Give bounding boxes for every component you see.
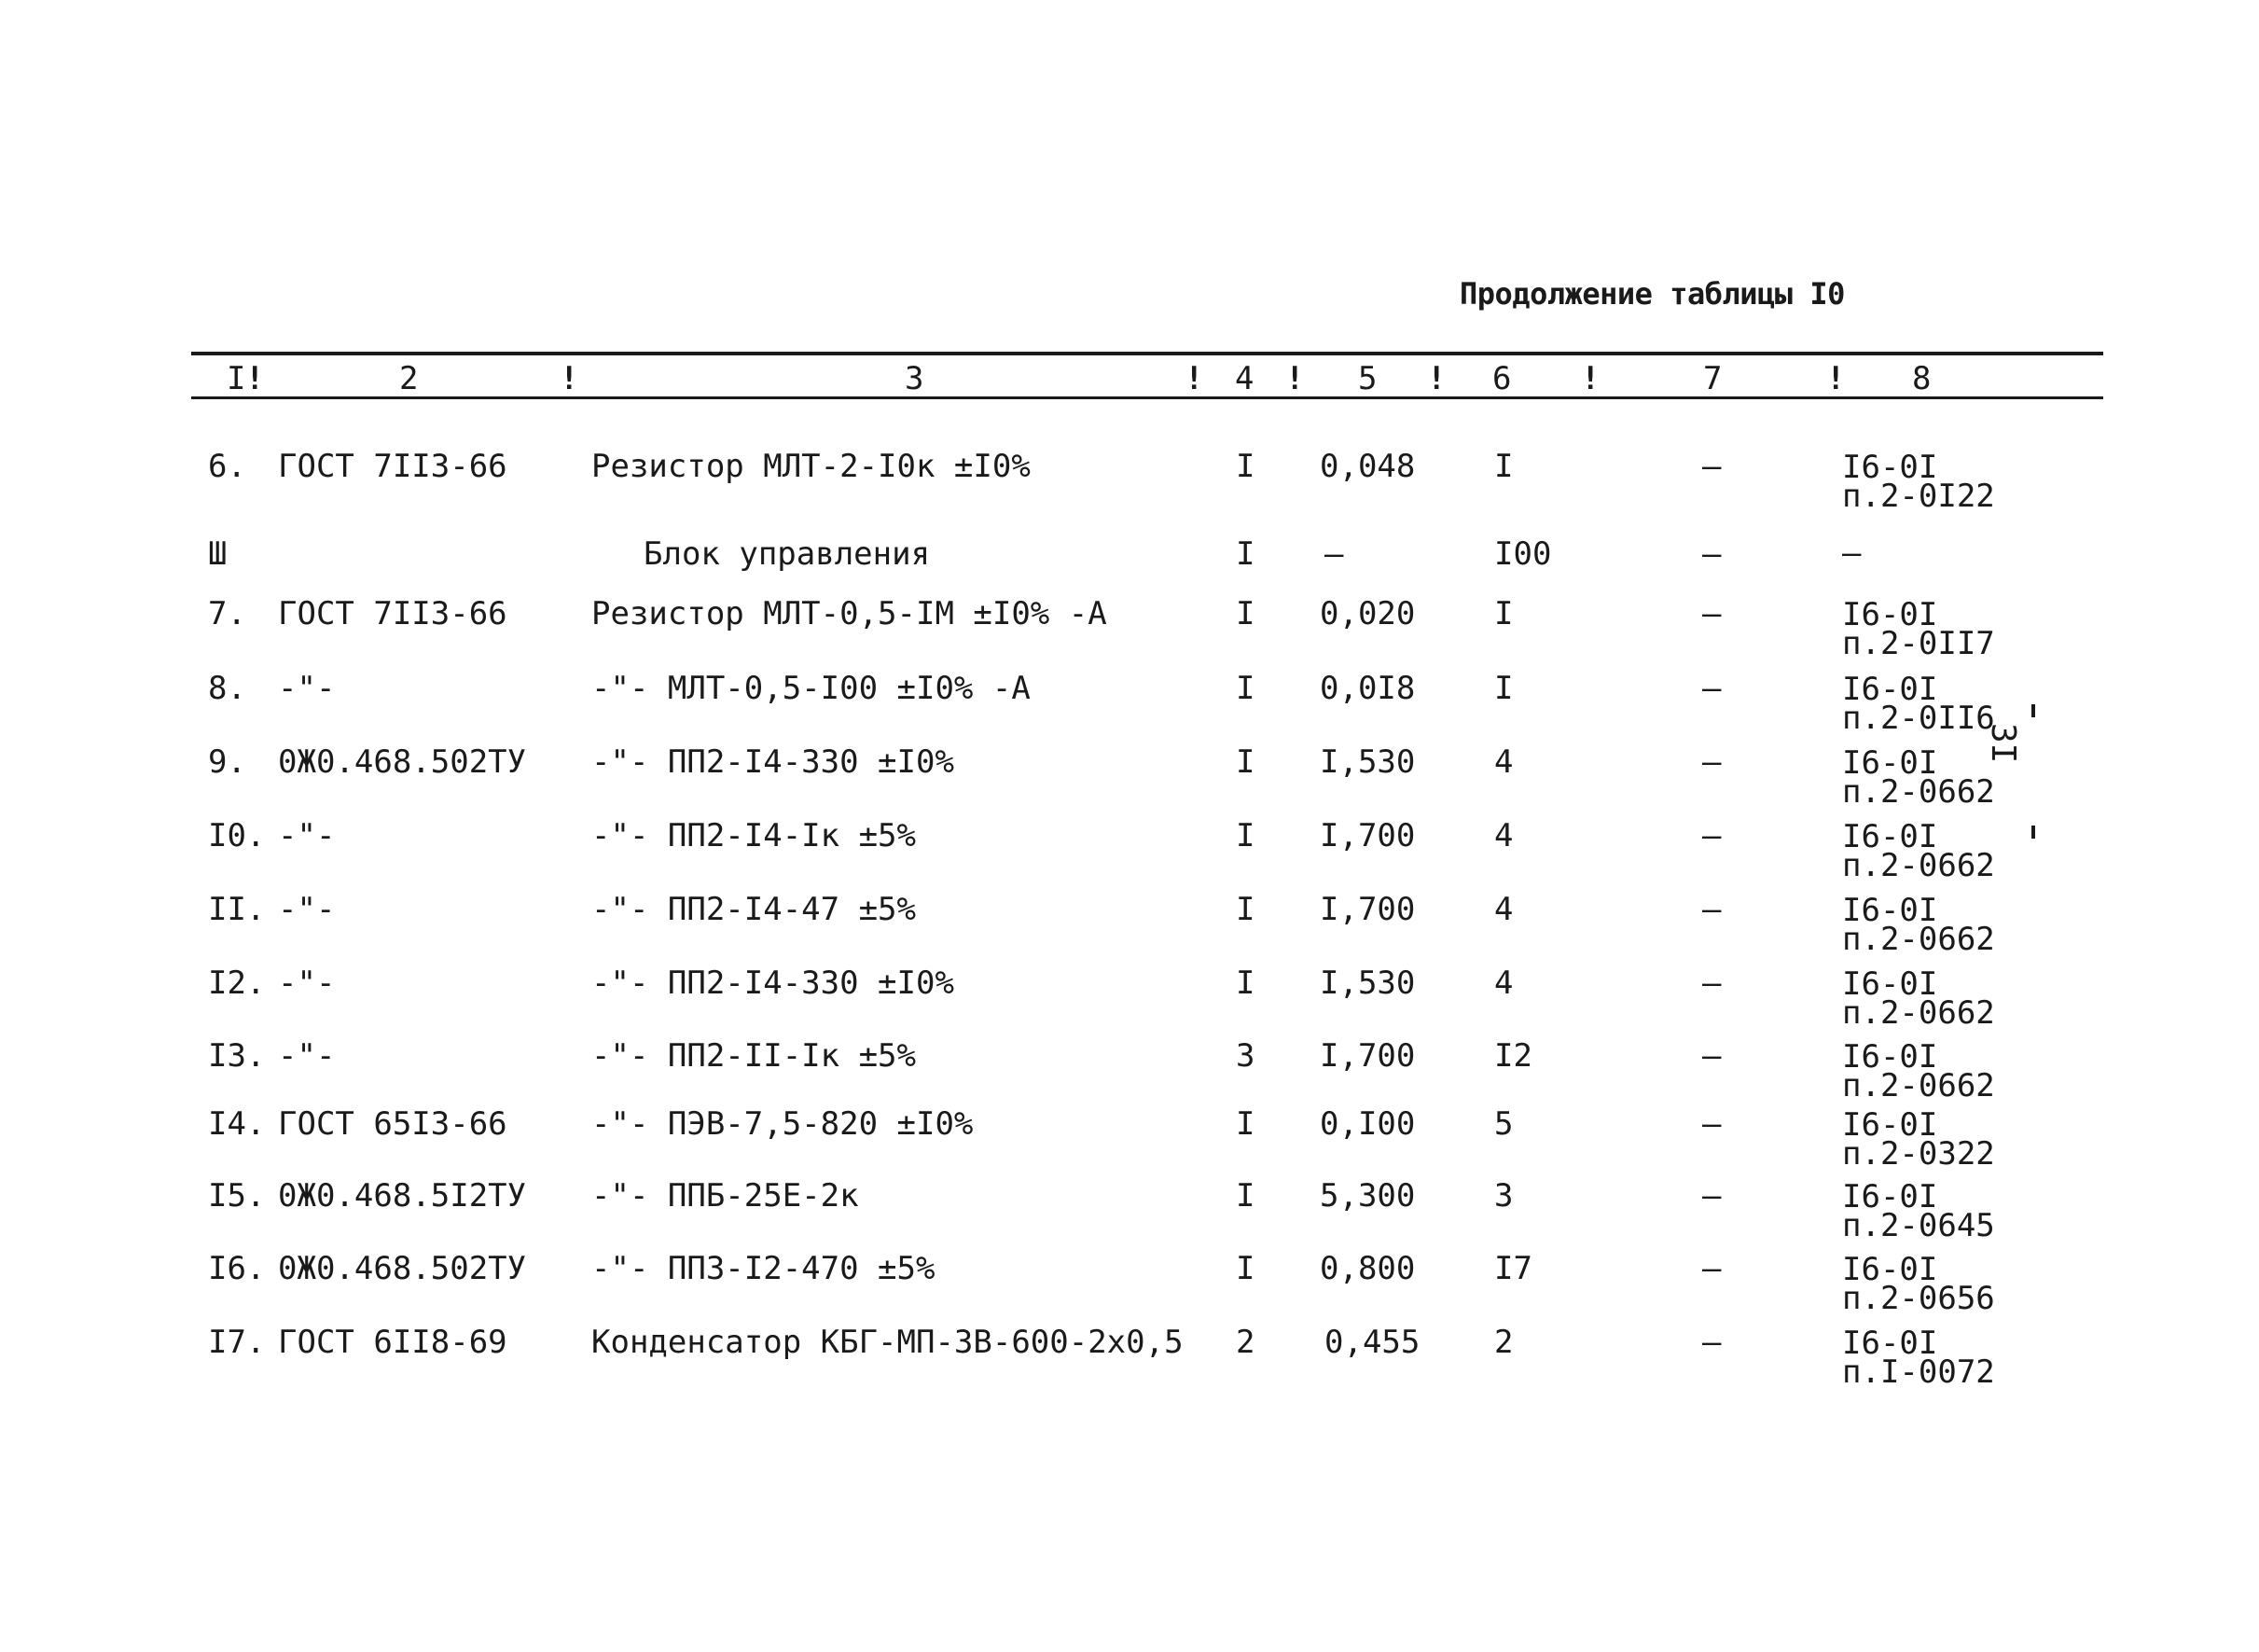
row-col4: 3	[1236, 1037, 1255, 1075]
row-col4: I	[1236, 965, 1255, 1002]
row-col8-line1: I6-0I	[1842, 818, 1938, 855]
row-col8-line1: I6-0I	[1842, 449, 1938, 486]
row-col4: I	[1236, 891, 1255, 928]
row-col8-line1: I6-0I	[1842, 1178, 1938, 1215]
row-col7: –	[1702, 670, 1722, 707]
row-col7: –	[1702, 1037, 1722, 1075]
row-col4: I	[1236, 1250, 1255, 1287]
row-col5: 0,0I8	[1320, 670, 1416, 707]
section-title: Блок управления	[644, 535, 931, 573]
row-standard: ГОСТ 6II8-69	[278, 1324, 507, 1361]
row-col8-line2: п.2-0662	[1842, 1067, 1995, 1104]
page-number-tick-bottom	[2031, 826, 2035, 839]
row-col7: –	[1702, 535, 1722, 573]
row-standard: ГОСТ 65I3-66	[278, 1105, 507, 1143]
section-number: Ш	[208, 535, 228, 573]
row-col8-line1: I6-0I	[1842, 1251, 1938, 1288]
row-col8-line2: п.2-0II6	[1842, 700, 1995, 737]
row-col6: I	[1494, 595, 1514, 632]
row-number: II.	[208, 891, 266, 928]
header-separator: !	[1581, 360, 1601, 397]
row-standard: 0Ж0.468.5I2ТУ	[278, 1177, 527, 1215]
row-number: 8.	[208, 670, 246, 707]
row-number: I3.	[208, 1037, 266, 1075]
row-col8-line2: п.2-0645	[1842, 1207, 1995, 1244]
row-col4: I	[1236, 1177, 1255, 1215]
row-col6: I00	[1494, 535, 1552, 573]
page-number-tick-top	[2031, 704, 2035, 717]
row-col6: I2	[1494, 1037, 1532, 1075]
row-col8-line2: п.2-0I22	[1842, 478, 1995, 515]
row-col6: 2	[1494, 1324, 1514, 1361]
row-col5: 5,300	[1320, 1177, 1416, 1215]
row-col8-line1: I6-0I	[1842, 596, 1938, 633]
row-col5: 0,800	[1320, 1250, 1416, 1287]
row-col5: I,700	[1320, 1037, 1416, 1075]
row-col5: 0,048	[1320, 448, 1416, 485]
row-col5: 0,020	[1320, 595, 1416, 632]
row-col7: –	[1702, 891, 1722, 928]
row-col4: I	[1236, 817, 1255, 854]
row-col4: 2	[1236, 1324, 1255, 1361]
row-col6: 4	[1494, 817, 1514, 854]
row-description: Резистор МЛТ-0,5-IМ ±I0% -А	[591, 595, 1107, 632]
row-description: Резистор МЛТ-2-I0к ±I0%	[591, 448, 1031, 485]
row-col4: I	[1236, 1105, 1255, 1143]
row-number: 6.	[208, 448, 246, 485]
row-standard: -"-	[278, 817, 336, 854]
row-col8-line1: –	[1842, 534, 1862, 572]
row-number: 7.	[208, 595, 246, 632]
row-standard: -"-	[278, 670, 336, 707]
row-col8-line2: п.2-0662	[1842, 773, 1995, 811]
row-col8-line1: I6-0I	[1842, 892, 1938, 929]
row-description: -"- ПП2-II-Iк ±5%	[591, 1037, 916, 1075]
row-col7: –	[1702, 1324, 1722, 1361]
row-standard: ГОСТ 7II3-66	[278, 595, 507, 632]
table-header-rule	[191, 396, 2103, 399]
row-col5: I,530	[1320, 743, 1416, 781]
row-col8-line2: п.2-0662	[1842, 994, 1995, 1032]
row-standard: -"-	[278, 891, 336, 928]
row-description: -"- ПП2-I4-47 ±5%	[591, 891, 916, 928]
row-col6: 3	[1494, 1177, 1514, 1215]
header-col-7: 7	[1703, 360, 1723, 397]
header-col-4: 4	[1235, 360, 1254, 397]
row-col8-line2: п.I-0072	[1842, 1354, 1995, 1391]
row-col8-line2: п.2-0322	[1842, 1135, 1995, 1173]
row-col4: I	[1236, 535, 1255, 573]
row-col5: I,700	[1320, 891, 1416, 928]
header-col-5: 5	[1358, 360, 1378, 397]
table-caption: Продолжение таблицы I0	[1460, 276, 1845, 312]
row-col6: 4	[1494, 743, 1514, 781]
header-separator: !	[1826, 360, 1846, 397]
header-separator: !	[1185, 360, 1204, 397]
row-col7: –	[1702, 817, 1722, 854]
table-top-rule	[191, 352, 2103, 355]
row-col8-line1: I6-0I	[1842, 1038, 1938, 1076]
row-col7: –	[1702, 448, 1722, 485]
row-col7: –	[1702, 965, 1722, 1002]
header-col-2: 2	[399, 360, 419, 397]
row-col6: 4	[1494, 965, 1514, 1002]
row-col7: –	[1702, 1105, 1722, 1143]
row-description: -"- ПП2-I4-330 ±I0%	[591, 965, 954, 1002]
row-number: I4.	[208, 1105, 266, 1143]
row-col4: I	[1236, 595, 1255, 632]
row-description: -"- ПП3-I2-470 ±5%	[591, 1250, 935, 1287]
row-col7: –	[1702, 595, 1722, 632]
row-col6: 4	[1494, 891, 1514, 928]
row-col5: 0,I00	[1320, 1105, 1416, 1143]
row-description: Конденсатор КБГ-МП-3В-600-2х0,5	[591, 1324, 1184, 1361]
row-col5: 0,455	[1324, 1324, 1421, 1361]
row-col8-line1: I6-0I	[1842, 1325, 1938, 1362]
row-number: 9.	[208, 743, 246, 781]
row-standard: 0Ж0.468.502ТУ	[278, 743, 527, 781]
row-col4: I	[1236, 670, 1255, 707]
row-col4: I	[1236, 448, 1255, 485]
row-col7: –	[1702, 1250, 1722, 1287]
row-description: -"- ППБ-25Е-2к	[591, 1177, 859, 1215]
row-col5: –	[1324, 535, 1344, 573]
row-number: I2.	[208, 965, 266, 1002]
row-col8-line1: I6-0I	[1842, 671, 1938, 708]
row-standard: 0Ж0.468.502ТУ	[278, 1250, 527, 1287]
row-standard: -"-	[278, 965, 336, 1002]
row-col4: I	[1236, 743, 1255, 781]
header-separator: !	[245, 360, 265, 397]
header-col-6: 6	[1492, 360, 1512, 397]
row-col6: I	[1494, 448, 1514, 485]
row-description: -"- МЛТ-0,5-I00 ±I0% -А	[591, 670, 1031, 707]
row-col8-line2: п.2-0662	[1842, 921, 1995, 958]
row-col8-line1: I6-0I	[1842, 1106, 1938, 1144]
row-number: I0.	[208, 817, 266, 854]
row-col8-line2: п.2-0656	[1842, 1280, 1995, 1317]
row-description: -"- ПП2-I4-Iк ±5%	[591, 817, 916, 854]
row-col6: I	[1494, 670, 1514, 707]
row-number: I5.	[208, 1177, 266, 1215]
header-separator: !	[1285, 360, 1305, 397]
row-col7: –	[1702, 743, 1722, 781]
row-description: -"- ПЭВ-7,5-820 ±I0%	[591, 1105, 974, 1143]
header-col-1: I	[227, 360, 246, 397]
row-col6: I7	[1494, 1250, 1532, 1287]
row-standard: -"-	[278, 1037, 336, 1075]
row-col8-line1: I6-0I	[1842, 965, 1938, 1003]
row-col7: –	[1702, 1177, 1722, 1215]
row-number: I6.	[208, 1250, 266, 1287]
row-col6: 5	[1494, 1105, 1514, 1143]
header-separator: !	[560, 360, 579, 397]
row-description: -"- ПП2-I4-330 ±I0%	[591, 743, 954, 781]
row-col8-line2: п.2-0662	[1842, 847, 1995, 884]
row-col8-line2: п.2-0II7	[1842, 625, 1995, 662]
header-separator: !	[1427, 360, 1447, 397]
row-col8-line1: I6-0I	[1842, 744, 1938, 782]
row-standard: ГОСТ 7II3-66	[278, 448, 507, 485]
row-col5: I,700	[1320, 817, 1416, 854]
row-col5: I,530	[1320, 965, 1416, 1002]
row-number: I7.	[208, 1324, 266, 1361]
header-col-3: 3	[905, 360, 924, 397]
page-number: 3I	[1984, 723, 2022, 764]
header-col-8: 8	[1912, 360, 1932, 397]
